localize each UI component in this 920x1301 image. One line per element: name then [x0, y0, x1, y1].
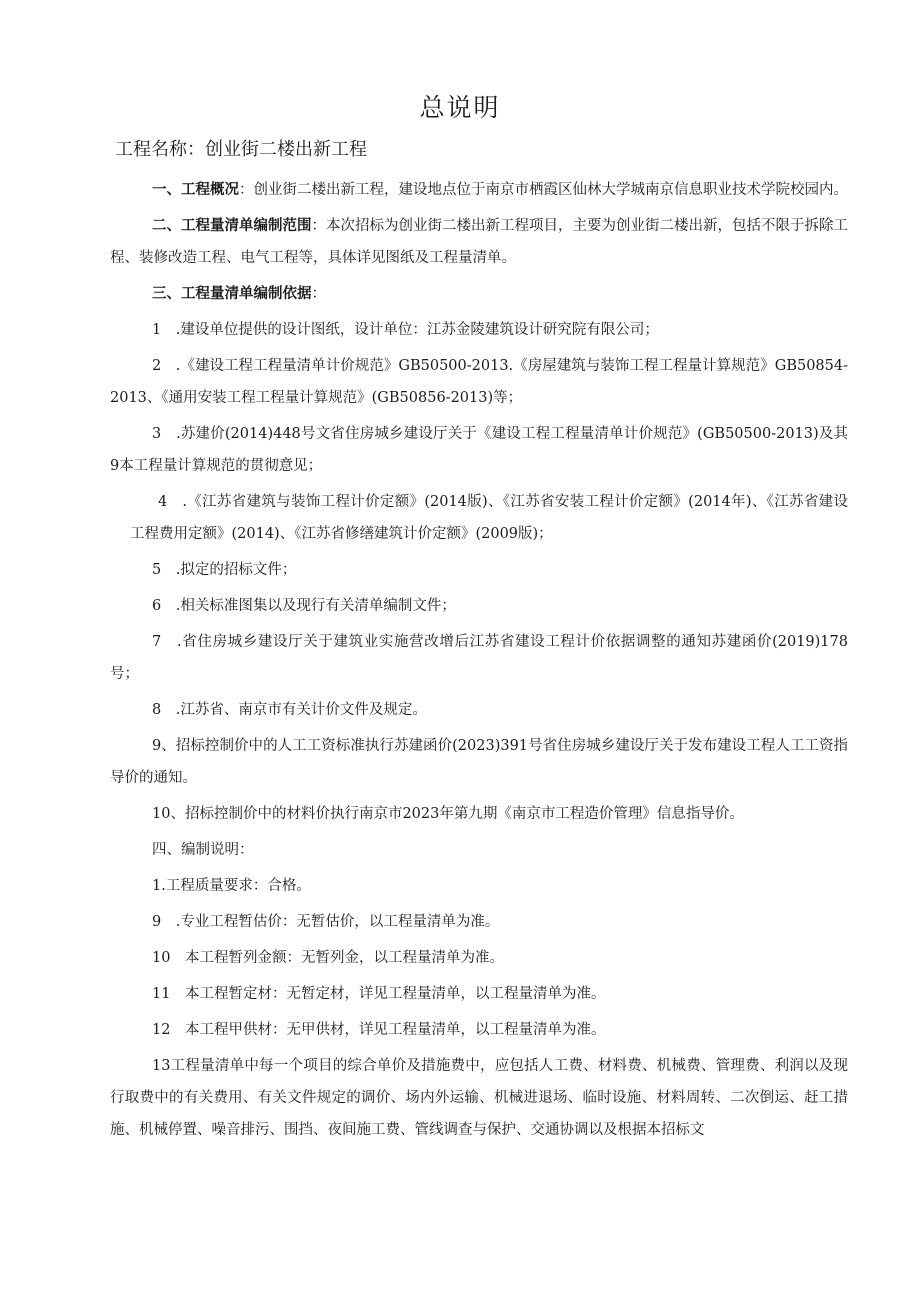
- note-item: 10 本工程暂列金额：无暂列金，以工程量清单为准。: [152, 950, 504, 966]
- section-text: ：创业街二楼出新工程，建设地点位于南京市栖霞区仙林大学城南京信息职业技术学院校园内。: [239, 182, 848, 198]
- document-body: [110, 174, 848, 1146]
- basis-item: 8 .江苏省、南京市有关计价文件及规定。: [152, 702, 427, 718]
- basis-item: 6 .相关标准图集以及现行有关清单编制文件；: [152, 598, 456, 614]
- section-text: ：本次招标为创业街二楼出新工程项目，主要为创业街二楼出新，包括不限于拆除工程、装修改造工程、电气工程等，具体详见图纸及工程量清单。: [110, 218, 848, 266]
- basis-item: 9、招标控制价中的人工工资标准执行苏建函价(2023)391号省住房城乡建设厅关于发布建设工程人工工资指导价的通知。: [110, 738, 848, 786]
- project-name-value: 创业街二楼出新工程: [205, 139, 367, 160]
- section-heading: 一、工程概况: [152, 181, 239, 198]
- section-notes: 四、编制说明：: [152, 842, 254, 858]
- section-heading: 二、工程量清单编制范围: [152, 217, 312, 234]
- basis-item: 7 .省住房城乡建设厅关于建筑业实施营改增后江苏省建设工程计价依据调整的通知苏建函价(2019)178号；: [110, 634, 848, 682]
- basis-item: 1 .建设单位提供的设计图纸，设计单位：江苏金陵建筑设计研究院有限公司；: [152, 322, 659, 338]
- note-item: 9 .专业工程暂估价：无暂估价，以工程量清单为准。: [152, 914, 500, 930]
- section-colon: ：: [311, 286, 326, 302]
- basis-item: 2 .《建设工程工程量清单计价规范》GB50500-2013.《房屋建筑与装饰工程工程量计算规范》GB50854-2013、《通用安装工程工程量计算规范》(GB50856-2013)等；: [110, 358, 848, 406]
- project-name-label: 工程名称：: [115, 139, 205, 160]
- section-scope: [110, 210, 848, 274]
- note-item: 1.工程质量要求：合格。: [152, 878, 311, 894]
- note-item: 11 本工程暂定材：无暂定材，详见工程量清单，以工程量清单为准。: [152, 986, 606, 1002]
- project-name-line: [115, 135, 367, 161]
- document-title: 总说明: [419, 93, 501, 122]
- basis-item: 10、招标控制价中的材料价执行南京市2023年第九期《南京市工程造价管理》信息指导价。: [152, 806, 744, 822]
- note-item: 12 本工程甲供材：无甲供材，详见工程量清单，以工程量清单为准。: [152, 1022, 606, 1038]
- section-basis: [110, 278, 848, 310]
- note-item: 13工程量清单中每一个项目的综合单价及措施费中，应包括人工费、材料费、机械费、管理费、利润以及现行取费中的有关费用、有关文件规定的调价、场内外运输、机械进退场、临时设施、材料周转、二次倒运、赶工措施、机械停置、噪音排污、围挡、夜间施工费、管线调查与保护、交通协调以及根据本招标文: [110, 1058, 848, 1138]
- basis-item: 5 .拟定的招标文件；: [152, 562, 297, 578]
- section-overview: [110, 174, 848, 206]
- basis-item: 4 .《江苏省建筑与装饰工程计价定额》(2014版)、《江苏省安装工程计价定额》(2014年)、《江苏省建设工程费用定额》(2014)、《江苏省修缮建筑计价定额》(2009版)；: [130, 494, 848, 542]
- section-heading: 三、工程量清单编制依据: [152, 285, 312, 302]
- basis-item: 3 .苏建价(2014)448号文省住房城乡建设厅关于《建设工程工程量清单计价规范》(GB50500-2013)及其9本工程量计算规范的贯彻意见；: [110, 426, 848, 474]
